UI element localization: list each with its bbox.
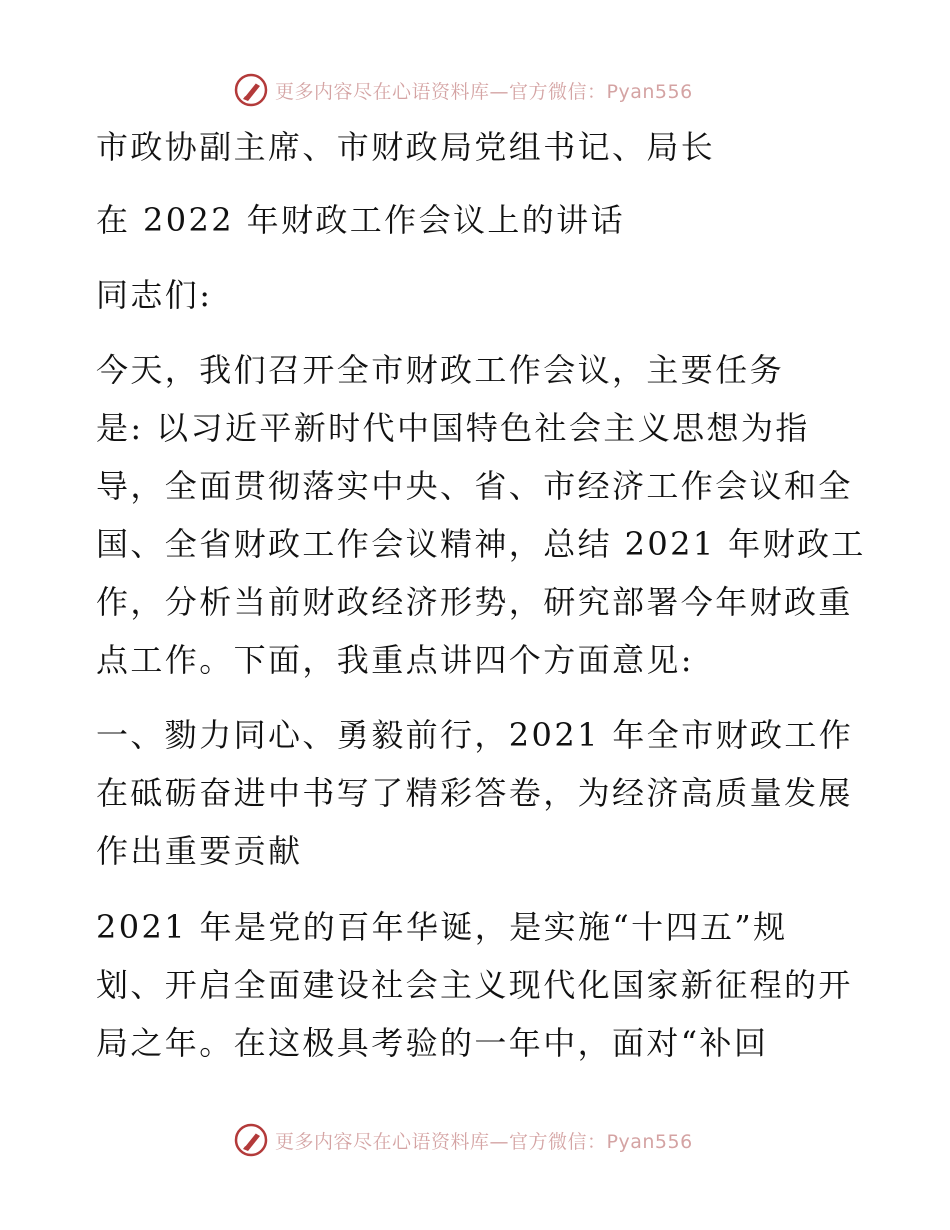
watermark-footer <box>233 1122 693 1158</box>
paragraph-line: 作，分析当前财政经济形势，研究部署今年财政重 <box>96 583 853 621</box>
watermark-text: 更多内容尽在心语资料库—官方微信：Pyan556 <box>275 80 693 103</box>
paragraph-line: 局之年。在这极具考验的一年中，面对“补回 <box>96 1024 769 1062</box>
paragraph-line: 国、全省财政工作会议精神，总结 2021 年财政工 <box>96 525 866 563</box>
section-heading-line: 一、勠力同心、勇毅前行，2021 年全市财政工作 <box>96 716 854 754</box>
paragraph-line: 导，全面贯彻落实中央、省、市经济工作会议和全 <box>96 467 853 505</box>
paragraph-line: 是: 以习近平新时代中国特色社会主义思想为指 <box>96 409 810 447</box>
paragraph-line: 今天，我们召开全市财政工作会议，主要任务 <box>96 351 785 389</box>
paragraph-line: 2021 年是党的百年华诞，是实施“十四五”规 <box>96 908 788 946</box>
paragraph-line: 点工作。下面，我重点讲四个方面意见: <box>96 641 694 679</box>
section-heading-line: 作出重要贡献 <box>96 832 303 870</box>
title-line: 在 2022 年财政工作会议上的讲话 <box>96 201 625 239</box>
salutation: 同志们: <box>96 276 213 314</box>
title-line: 市政协副主席、市财政局党组书记、局长 <box>96 128 716 166</box>
watermark-header <box>233 72 693 108</box>
section-heading-line: 在砥砺奋进中书写了精彩答卷，为经济高质量发展 <box>96 774 853 812</box>
paragraph-line: 划、开启全面建设社会主义现代化国家新征程的开 <box>96 966 853 1004</box>
watermark-text: 更多内容尽在心语资料库—官方微信：Pyan556 <box>275 1130 693 1153</box>
pen-nib-logo-icon <box>233 1122 269 1158</box>
pen-nib-logo-icon <box>233 72 269 108</box>
